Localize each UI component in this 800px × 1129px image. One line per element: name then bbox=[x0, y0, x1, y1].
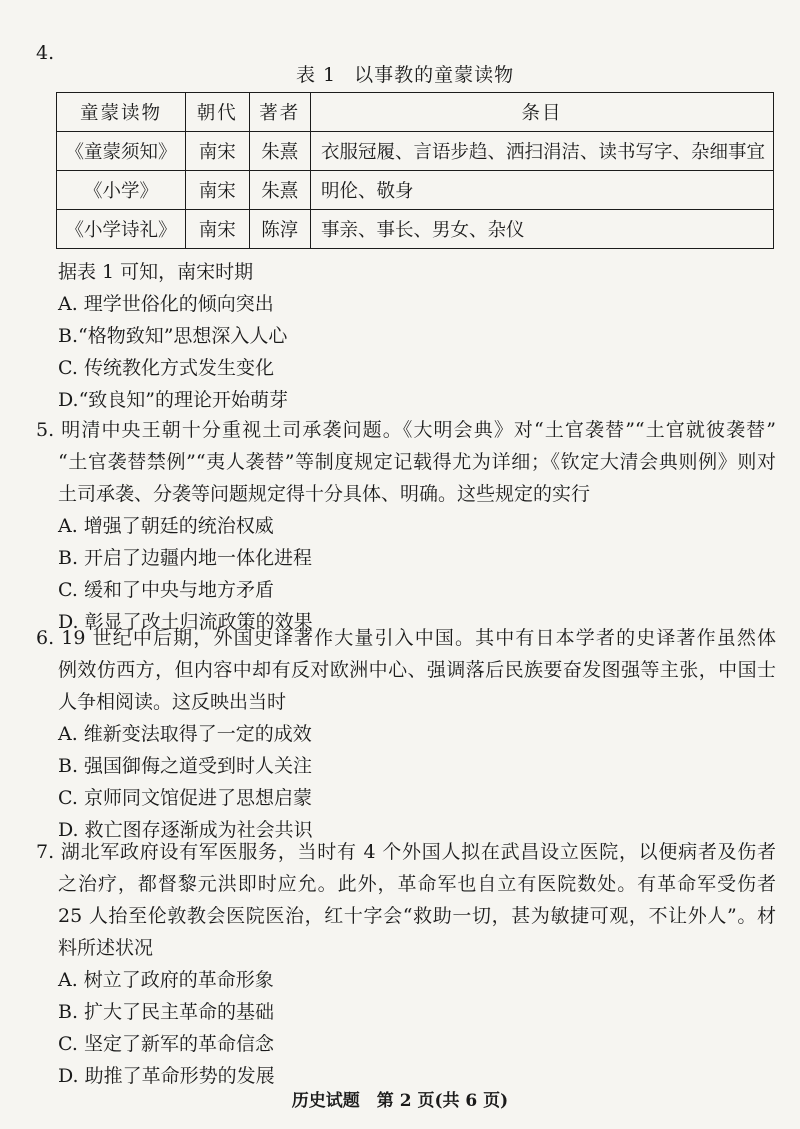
question-6-stem-line: 人争相阅读。这反映出当时 bbox=[58, 691, 287, 713]
option-d[interactable]: D. 救亡图存逐渐成为社会共识 bbox=[58, 819, 313, 841]
option-a[interactable]: A. 增强了朝廷的统治权威 bbox=[58, 515, 274, 537]
table-row bbox=[57, 132, 774, 171]
reading-materials-table bbox=[56, 92, 774, 249]
cell-author: 陈淳 bbox=[249, 210, 310, 249]
cell-dynasty: 南宋 bbox=[185, 132, 249, 171]
option-c[interactable]: C. 缓和了中央与地方矛盾 bbox=[58, 579, 274, 601]
question-7-stem-line: 之治疗，都督黎元洪即时应允。此外，革命军也自立有医院数处。有革命军受伤者 bbox=[58, 873, 776, 895]
cell-reading: 《小学诗礼》 bbox=[57, 210, 186, 249]
table-title: 以事教的童蒙读物 bbox=[354, 64, 515, 86]
table-row bbox=[57, 171, 774, 210]
question-7-stem-line: 25 人抬至伦敦教会医院医治，红十字会“救助一切，甚为敏捷可观，不让外人”。材 bbox=[58, 905, 776, 927]
cell-reading: 《小学》 bbox=[57, 171, 186, 210]
option-a[interactable]: A. 理学世俗化的倾向突出 bbox=[58, 293, 274, 315]
cell-dynasty: 南宋 bbox=[185, 210, 249, 249]
question-6-stem-line: 例效仿西方，但内容中却有反对欧洲中心、强调落后民族要奋发图强等主张，中国士 bbox=[58, 659, 776, 681]
table-row bbox=[57, 210, 774, 249]
cell-author: 朱熹 bbox=[249, 132, 310, 171]
question-7 bbox=[36, 836, 776, 1092]
table-label: 表 1 bbox=[296, 64, 337, 86]
option-a[interactable]: A. 维新变法取得了一定的成效 bbox=[58, 723, 312, 745]
question-5 bbox=[36, 414, 776, 638]
question-4-body bbox=[36, 256, 776, 416]
option-b[interactable]: B. 开启了边疆内地一体化进程 bbox=[58, 547, 313, 569]
option-c[interactable]: C. 坚定了新军的革命信念 bbox=[58, 1033, 274, 1055]
question-5-stem-line: “土官袭替禁例”“夷人袭替”等制度规定记载得尤为详细；《钦定大清会典则例》则对 bbox=[58, 451, 776, 473]
option-d[interactable]: D.“致良知”的理论开始萌芽 bbox=[58, 389, 289, 411]
cell-reading: 《童蒙须知》 bbox=[57, 132, 186, 171]
option-b[interactable]: B.“格物致知”思想深入人心 bbox=[58, 325, 288, 347]
question-7-stem-line: 料所述状况 bbox=[58, 937, 154, 959]
option-b[interactable]: B. 强国御侮之道受到时人关注 bbox=[58, 755, 313, 777]
page-footer: 历史试题 第 2 页(共 6 页) bbox=[291, 1091, 509, 1111]
cell-items: 衣服冠履、言语步趋、洒扫涓洁、读书写字、杂细事宜 bbox=[310, 132, 773, 171]
cell-author: 朱熹 bbox=[249, 171, 310, 210]
question-6 bbox=[36, 622, 776, 846]
option-c[interactable]: C. 京师同文馆促进了思想启蒙 bbox=[58, 787, 312, 809]
option-b[interactable]: B. 扩大了民主革命的基础 bbox=[58, 1001, 275, 1023]
option-c[interactable]: C. 传统教化方式发生变化 bbox=[58, 357, 274, 379]
cell-items: 事亲、事长、男女、杂仪 bbox=[310, 210, 773, 249]
question-5-stem-line: 土司承袭、分袭等问题规定得十分具体、明确。这些规定的实行 bbox=[58, 483, 591, 505]
header-dynasty: 朝代 bbox=[185, 93, 249, 132]
table-caption bbox=[296, 60, 514, 87]
header-reading: 童蒙读物 bbox=[57, 93, 186, 132]
question-5-stem-line: 5. 明清中央王朝十分重视土司承袭问题。《大明会典》对“土官袭替”“土官就彼袭替” bbox=[36, 419, 776, 441]
option-d[interactable]: D. 助推了革命形势的发展 bbox=[58, 1065, 275, 1087]
question-4-number: 4. bbox=[36, 42, 55, 64]
question-4-stem: 据表 1 可知，南宋时期 bbox=[58, 261, 254, 283]
table-header-row bbox=[57, 93, 774, 132]
option-d[interactable]: D. 彰显了改土归流政策的效果 bbox=[58, 611, 313, 633]
header-items: 条目 bbox=[310, 93, 773, 132]
cell-items: 明伦、敬身 bbox=[310, 171, 773, 210]
question-6-stem-line: 6. 19 世纪中后期，外国史译著作大量引入中国。其中有日本学者的史译著作虽然体 bbox=[36, 627, 776, 649]
option-a[interactable]: A. 树立了政府的革命形象 bbox=[58, 969, 274, 991]
question-7-stem-line: 7. 湖北军政府设有军医服务，当时有 4 个外国人拟在武昌设立医院，以便病者及伤者 bbox=[36, 841, 776, 863]
header-author: 著者 bbox=[249, 93, 310, 132]
cell-dynasty: 南宋 bbox=[185, 171, 249, 210]
